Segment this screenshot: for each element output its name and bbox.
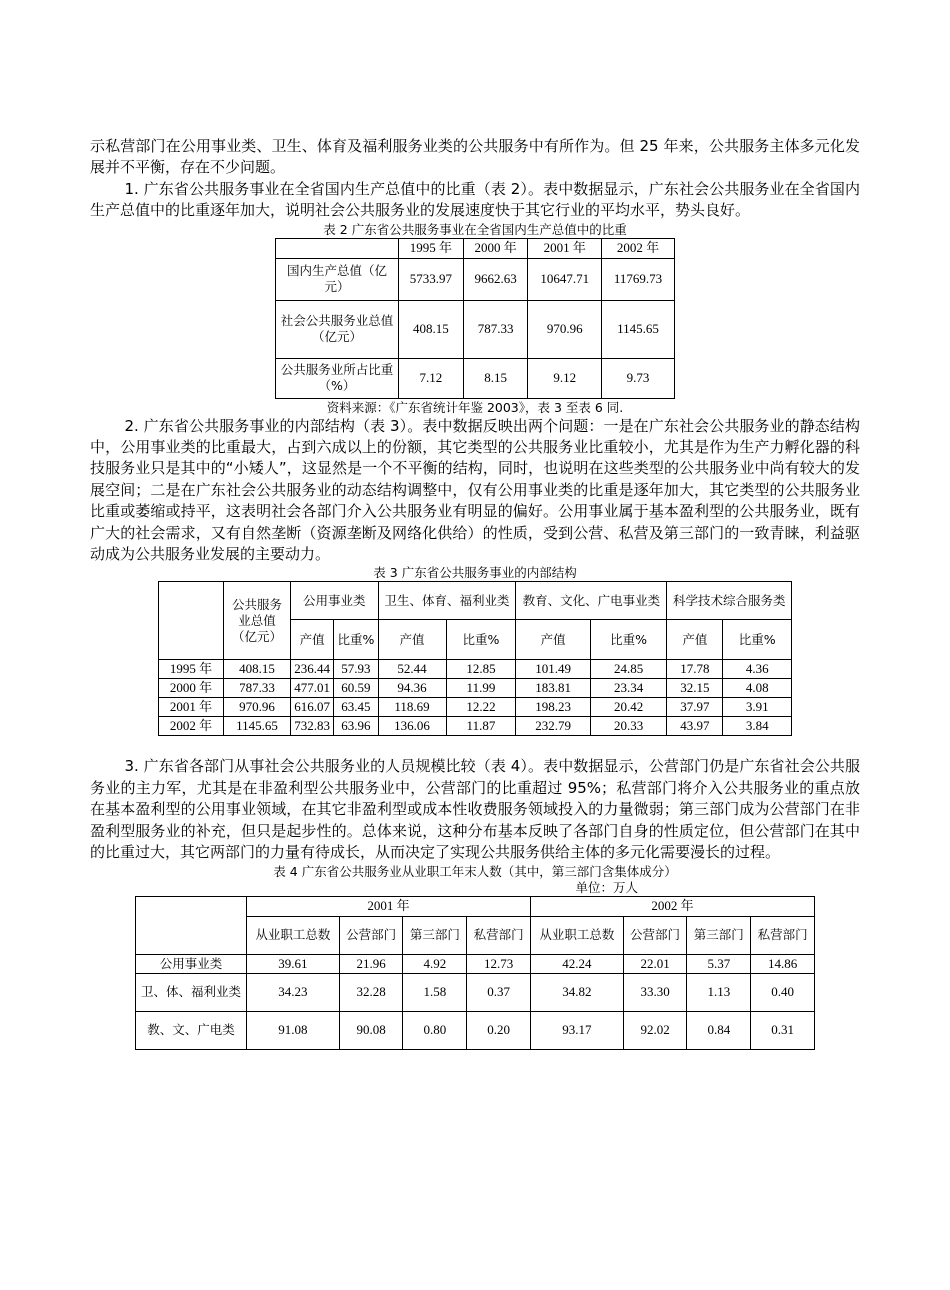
table2-caption: 表 2 广东省公共服务事业在全省国内生产总值中的比重 bbox=[323, 221, 627, 237]
table3-cell: 616.07 bbox=[291, 698, 334, 717]
table2-row-label: 公共服务业所占比重（%） bbox=[276, 358, 399, 398]
table4-cell: 5.37 bbox=[687, 954, 751, 973]
table4-row-label: 公用事业类 bbox=[136, 954, 247, 973]
table3-cell: 11.87 bbox=[446, 717, 516, 736]
table3-cell: 3.84 bbox=[723, 717, 792, 736]
table2-corner bbox=[276, 238, 399, 258]
table3-cell: 12.85 bbox=[446, 660, 516, 679]
table4-cell: 34.23 bbox=[247, 973, 340, 1011]
table3-sub-header: 比重% bbox=[723, 620, 792, 660]
table2-cell: 5733.97 bbox=[399, 258, 464, 300]
table2-cell: 10647.71 bbox=[528, 258, 602, 300]
table2-source: 资料来源：《广东省统计年鉴 2003》，表 3 至表 6 同. bbox=[326, 399, 624, 415]
table2 bbox=[275, 238, 675, 399]
table3-sub-header: 比重% bbox=[334, 620, 378, 660]
table3-cell: 3.91 bbox=[723, 698, 792, 717]
table3-cell: 23.34 bbox=[590, 679, 667, 698]
table3-cell: 20.42 bbox=[590, 698, 667, 717]
table3-cell: 118.69 bbox=[378, 698, 446, 717]
table3-cell: 11.99 bbox=[446, 679, 516, 698]
table4-cell: 32.28 bbox=[339, 973, 403, 1011]
table4-sub-header: 从业职工总数 bbox=[530, 916, 623, 954]
table3-cell: 43.97 bbox=[667, 717, 723, 736]
table3 bbox=[158, 581, 792, 736]
table4-cell: 90.08 bbox=[339, 1011, 403, 1049]
table4-caption: 表 4 广东省公共服务业从业职工年末人数（其中，第三部门含集体成分） bbox=[273, 863, 677, 879]
table4-cell: 93.17 bbox=[530, 1011, 623, 1049]
table3-cell: 136.06 bbox=[378, 717, 446, 736]
document-page bbox=[90, 136, 860, 1050]
table4-year-header: 2001 年 bbox=[247, 896, 531, 916]
table4-row-label: 教、文、广电类 bbox=[136, 1011, 247, 1049]
table3-cell: 101.49 bbox=[516, 660, 590, 679]
table2-cell: 9662.63 bbox=[463, 258, 528, 300]
table4-cell: 33.30 bbox=[623, 973, 687, 1011]
table3-cell: 183.81 bbox=[516, 679, 590, 698]
table4-cell: 92.02 bbox=[623, 1011, 687, 1049]
table4-cell: 1.58 bbox=[403, 973, 467, 1011]
table4-sub-header: 第三部门 bbox=[687, 916, 751, 954]
table2-cell: 787.33 bbox=[463, 300, 528, 358]
table4-cell: 21.96 bbox=[339, 954, 403, 973]
table3-caption: 表 3 广东省公共服务事业的内部结构 bbox=[373, 565, 577, 581]
table4-cell: 0.37 bbox=[467, 973, 531, 1011]
table3-sub-header: 产值 bbox=[378, 620, 446, 660]
table3-cell: 1145.65 bbox=[224, 717, 291, 736]
table2-cell: 408.15 bbox=[399, 300, 464, 358]
table3-sub-header: 产值 bbox=[291, 620, 334, 660]
table3-cell: 970.96 bbox=[224, 698, 291, 717]
table4-cell: 42.24 bbox=[530, 954, 623, 973]
table3-cell: 12.22 bbox=[446, 698, 516, 717]
table2-year: 2002 年 bbox=[602, 238, 675, 258]
table4-sub-header: 私营部门 bbox=[751, 916, 815, 954]
table4-cell: 4.92 bbox=[403, 954, 467, 973]
table2-year: 2000 年 bbox=[463, 238, 528, 258]
table3-cell: 52.44 bbox=[378, 660, 446, 679]
table4-cell: 0.84 bbox=[687, 1011, 751, 1049]
table3-cell: 63.96 bbox=[334, 717, 378, 736]
table4-cell: 14.86 bbox=[751, 954, 815, 973]
table4-cell: 22.01 bbox=[623, 954, 687, 973]
table2-row-label: 社会公共服务业总值（亿元） bbox=[276, 300, 399, 358]
paragraph-2: 2. 广东省公共服务事业的内部结构（表 3）。表中数据反映出两个问题：一是在广东社会公共服务业的静态结构中，公用事业类的比重最大，占到六成以上的份额，其它类型的公共服务业比重较小，尤其是作为生产力孵化器的科技服务业只是其中的“小矮人”，这显然是一个不平衡的结构，同时，也说明在这些类型的公共服务业中尚有较大的发展空间；二是在广东社会公共服务业的动态结构调整中，仅有公用事业类的比重是逐年加大，其它类型的公共服务业比重或萎缩或持平，这表明社会各部门介入公共服务业有明显的偏好。公用事业属于基本盈利型的公共服务业，既有广大的社会需求，又有自然垄断（资源垄断及网络化供给）的性质，受到公营、私营及第三部门的一致青睐，利益驱动成为公共服务业发展的主要动力。 bbox=[90, 416, 860, 564]
table2-row-label: 国内生产总值（亿元） bbox=[276, 258, 399, 300]
table2-cell: 11769.73 bbox=[602, 258, 675, 300]
paragraph-1: 1. 广东省公共服务事业在全省国内生产总值中的比重（表 2）。表中数据显示，广东社会公共服务业在全省国内生产总值中的比重逐年加大，说明社会公共服务业的发展速度快于其它行业的平均水平，势头良好。 bbox=[90, 179, 860, 220]
table3-year: 2002 年 bbox=[159, 717, 224, 736]
table3-sub-header: 产值 bbox=[667, 620, 723, 660]
table4-year-header: 2002 年 bbox=[530, 896, 814, 916]
table2-year: 2001 年 bbox=[528, 238, 602, 258]
table4-cell: 0.31 bbox=[751, 1011, 815, 1049]
table3-sub-header: 产值 bbox=[516, 620, 590, 660]
table4-cell: 0.20 bbox=[467, 1011, 531, 1049]
table4-row-label: 卫、体、福利业类 bbox=[136, 973, 247, 1011]
table3-cell: 4.36 bbox=[723, 660, 792, 679]
table4-cell: 0.80 bbox=[403, 1011, 467, 1049]
table3-cell: 477.01 bbox=[291, 679, 334, 698]
table3-sub-header: 比重% bbox=[590, 620, 667, 660]
table4-corner bbox=[136, 896, 247, 954]
table3-total-header: 公共服务业总值（亿元） bbox=[224, 582, 291, 660]
table3-cell: 787.33 bbox=[224, 679, 291, 698]
table3-cell: 232.79 bbox=[516, 717, 590, 736]
paragraph-3: 3. 广东省各部门从事社会公共服务业的人员规模比较（表 4）。表中数据显示，公营部门仍是广东省社会公共服务业的主力军，尤其是在非盈利型公共服务业中，公营部门的比重超过 95%；私营部门将介入公共服务业的重点放在基本盈利型的公用事业领域，在其它非盈利型或成本性收费服务领域投入的力量微弱；第三部门成为公营部门在非盈利型服务业的补充，但只是起步性的。总体来说，这种分布基本反映了各部门自身的性质定位，但公营部门在其中的比重过大，其它两部门的力量有待成长，从而决定了实现公共服务供给主体的多元化需要漫长的过程。 bbox=[90, 757, 860, 862]
table4-unit: 单位：万人 bbox=[575, 879, 638, 895]
table3-cell: 236.44 bbox=[291, 660, 334, 679]
table3-cell: 20.33 bbox=[590, 717, 667, 736]
table4-sub-header: 第三部门 bbox=[403, 916, 467, 954]
table3-cell: 60.59 bbox=[334, 679, 378, 698]
table2-cell: 9.12 bbox=[528, 358, 602, 398]
table2-cell: 7.12 bbox=[399, 358, 464, 398]
table2-cell: 970.96 bbox=[528, 300, 602, 358]
table2-cell: 8.15 bbox=[463, 358, 528, 398]
table4-cell: 91.08 bbox=[247, 1011, 340, 1049]
table3-year: 1995 年 bbox=[159, 660, 224, 679]
table4-cell: 0.40 bbox=[751, 973, 815, 1011]
table3-cell: 94.36 bbox=[378, 679, 446, 698]
table2-cell: 1145.65 bbox=[602, 300, 675, 358]
paragraph-intro: 示私营部门在公用事业类、卫生、体育及福利服务业类的公共服务中有所作为。但 25 年来，公共服务主体多元化发展并不平衡，存在不少问题。 bbox=[90, 137, 860, 177]
table4-sub-header: 公营部门 bbox=[339, 916, 403, 954]
table3-sub-header: 比重% bbox=[446, 620, 516, 660]
table3-cell: 408.15 bbox=[224, 660, 291, 679]
table4-cell: 34.82 bbox=[530, 973, 623, 1011]
table3-cell: 63.45 bbox=[334, 698, 378, 717]
table3-year: 2001 年 bbox=[159, 698, 224, 717]
table3-group-header: 教育、文化、广电事业类 bbox=[516, 582, 667, 620]
table2-cell: 9.73 bbox=[602, 358, 675, 398]
table4-sub-header: 公营部门 bbox=[623, 916, 687, 954]
table3-group-header: 卫生、体育、福利业类 bbox=[378, 582, 516, 620]
table2-year: 1995 年 bbox=[399, 238, 464, 258]
table3-cell: 37.97 bbox=[667, 698, 723, 717]
table4-sub-header: 私营部门 bbox=[467, 916, 531, 954]
table3-year: 2000 年 bbox=[159, 679, 224, 698]
table3-cell: 32.15 bbox=[667, 679, 723, 698]
table4 bbox=[135, 896, 815, 1050]
table3-cell: 17.78 bbox=[667, 660, 723, 679]
table3-corner bbox=[159, 582, 224, 660]
table3-cell: 57.93 bbox=[334, 660, 378, 679]
table4-cell: 1.13 bbox=[687, 973, 751, 1011]
table3-cell: 4.08 bbox=[723, 679, 792, 698]
table3-cell: 732.83 bbox=[291, 717, 334, 736]
table3-cell: 198.23 bbox=[516, 698, 590, 717]
table3-group-header: 科学技术综合服务类 bbox=[667, 582, 792, 620]
table4-sub-header: 从业职工总数 bbox=[247, 916, 340, 954]
table4-cell: 39.61 bbox=[247, 954, 340, 973]
table4-cell: 12.73 bbox=[467, 954, 531, 973]
table3-cell: 24.85 bbox=[590, 660, 667, 679]
spacer bbox=[90, 736, 860, 756]
table3-group-header: 公用事业类 bbox=[291, 582, 379, 620]
